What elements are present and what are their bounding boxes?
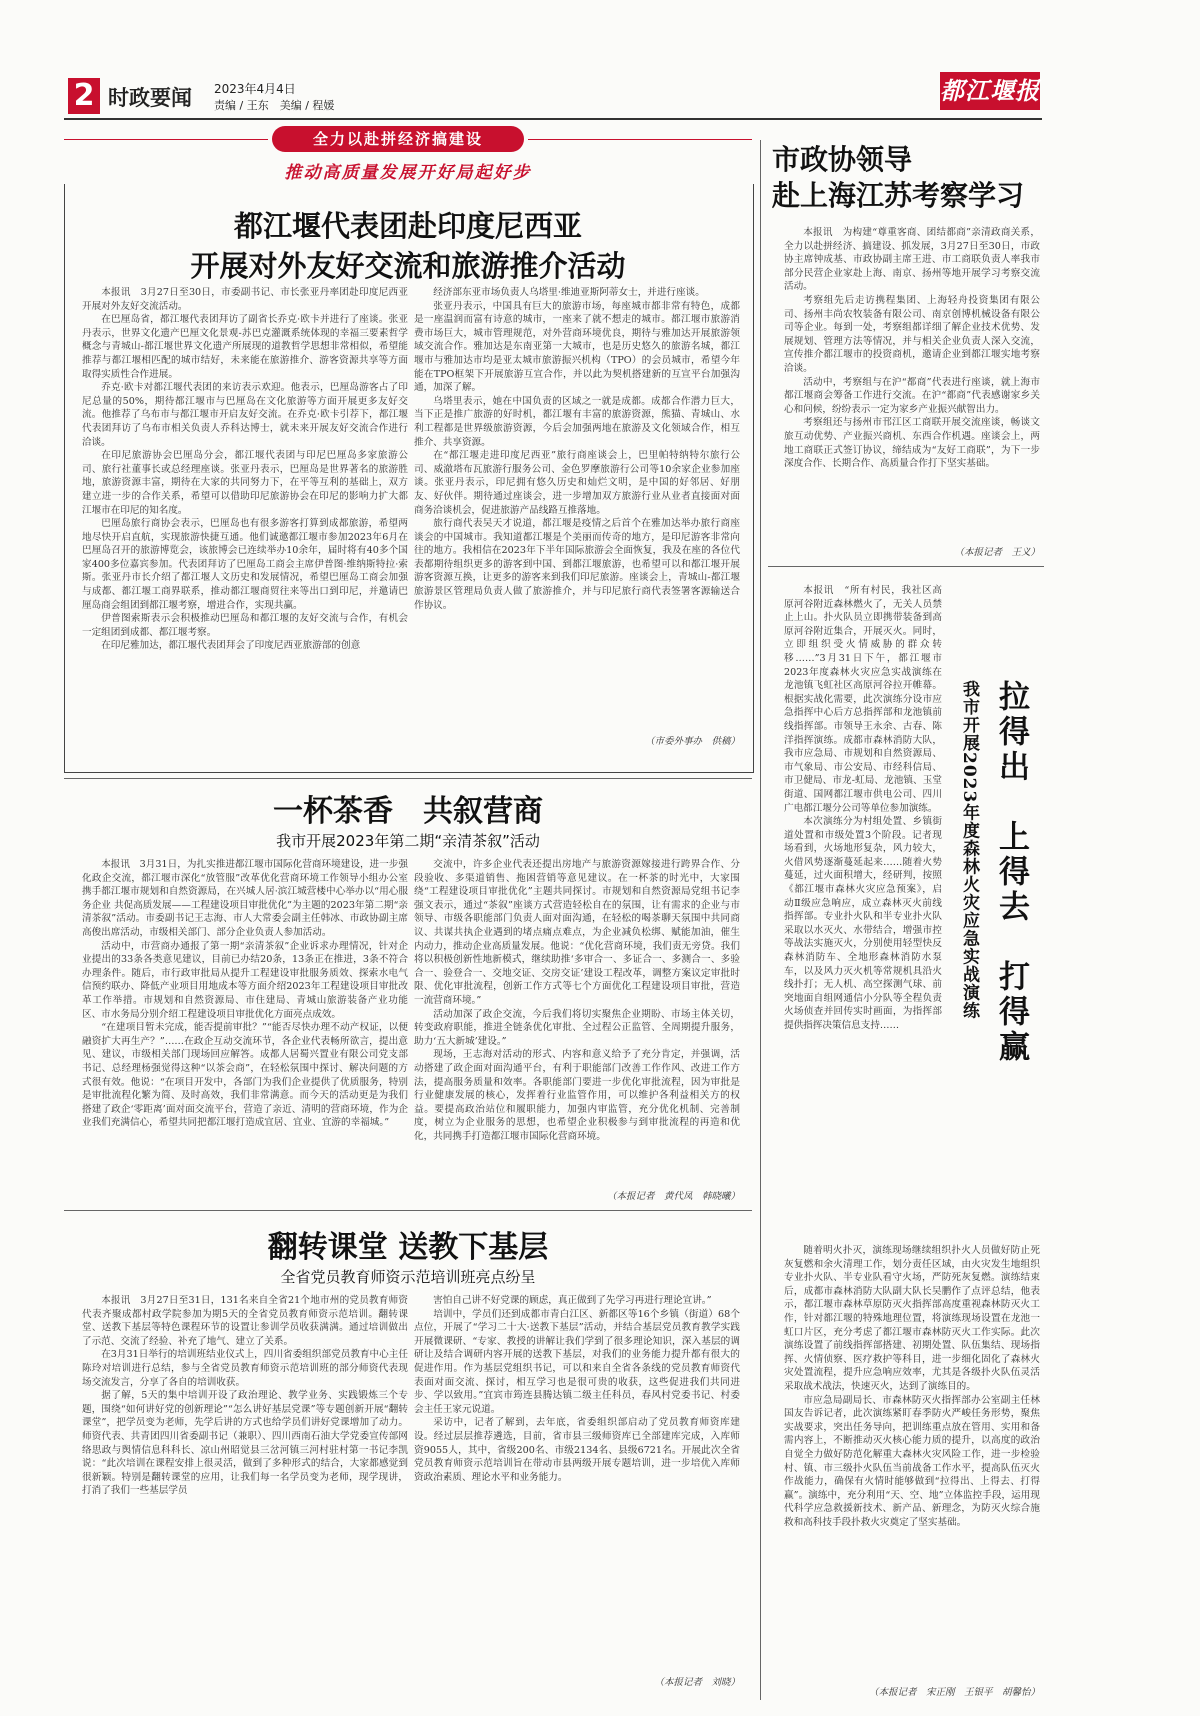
article1-credit: （市委外事办 供稿）	[644, 736, 740, 747]
section-title: 时政要闻	[108, 86, 192, 110]
article4-paragraph: 本报讯 3月27日至31日，131名来自全省21个地市州的党员教育师资代表齐聚成都村政学院参加为期5天的全省党员教育师资示范培训。翻转课堂、送教下基层等特色课程环节的设置让参训学员收获满满。通过培训做出了示范、交流了经验、补充了地气、建立了关系。	[82, 1295, 408, 1347]
article3-paragraph: 活动加深了政企交流，今后我们将切实聚焦企业期盼、市场主体关切，转变政府职能，推进全链条优化审批、全过程公正监管、全周期提升服务，助力‘五大新城’建设。”	[414, 1008, 740, 1047]
article3-paragraph: 活动中，市营商办通报了第一期“亲清茶叙”企业诉求办理情况，针对企业提出的33条各类意见建议，目前已办结20条，13条正在推进，3条不符合办理条件。随后，市行政审批局从提升工程建设审批服务质效、探索水电气信预约联办、降低产业项目用地成本等方面介绍2023年工程建设项目审批改革工作举措。市规划和自然资源局、市住建局、青城山旅游装备产业功能区、市水务局分别介绍工程建设项目审批优化方面亮点成效。	[82, 940, 408, 1020]
article1-paragraph: 在巴厘岛省，都江堰代表团拜访了副省长乔克·欧卡并进行了座谈。张亚丹表示，世界文化遗产巴厘文化景观-苏巴克灌溉系统体现的幸福三要素哲学概念与青城山-都江堰世界文化遗产所展现的道教哲学思想非常相似，希望能推荐与都江堰相匹配的城市结好，未来能在旅游推介、游客资源共享等方面取得实质性合作进展。	[82, 314, 408, 380]
article1-paragraph: 在印尼旅游协会巴厘岛分会，都江堰代表团与印尼巴厘岛多家旅游公司、旅行社董事长或总经理座谈。张亚丹表示，巴厘岛是世界著名的旅游胜地，旅游资源丰富，期待在大家的共同努力下，在平等互利的基础上，双方建立进一步的合作关系，希望可以借助印尼旅游协会在印尼的影响力扩大都江堰市在印尼的知名度。	[82, 450, 408, 516]
article5-credit: （本报记者 宋正刚 王银平 胡馨怡）	[868, 1687, 1040, 1698]
article1-paragraph: 乔克·欧卡对都江堰代表团的来访表示欢迎。他表示，巴厘岛游客占了印尼总量的50%，期待都江堰市与巴厘岛在文化旅游等方面开展更多友好交流。他推荐了乌布市与都江堰市开启友好交流。在乔克·欧卡引荐下，都江堰代表团拜访了乌布市相关负责人乔科达博士，就未来开展友好交流合作进行洽谈。	[82, 382, 408, 448]
article1-column-2	[414, 286, 740, 726]
article1-paragraph: 旅行商代表吴天才说道，都江堰是疫情之后首个在雅加达举办旅行商座谈会的中国城市。我知道都江堰是个美丽而传奇的地方，是印尼游客非常向往的地方。我相信在2023年下半年国际旅游会全面恢复，我及在座的各位代表都期待组织更多的游客到中国、到都江堰旅游，也希望可以和都江堰开展游客资源互换，让更多的游客来到我们印尼旅游。座谈会上，青城山-都江堰旅游景区管理局负责人做了旅游推介，并与印尼旅行商代表签署客源输送合作协议。	[414, 518, 740, 611]
article2-paragraph: 考察组先后走访携程集团、上海轻舟投资集团有限公司、扬州丰尚农牧装备有限公司、南京创博机械设备有限公司等企业。每到一处，考察组都详细了解企业技术优势、发展规划、管理方法等情况，并与相关企业负责人深入交流，宣传推介都江堰市的投资商机，邀请企业到都江堰实地考察洽谈。	[784, 294, 1040, 374]
article4-column-1	[82, 1294, 408, 1690]
article4-subtitle: 全省党员教育师资示范培训班亮点纷呈	[280, 1268, 536, 1286]
header-date: 2023年4月4日	[214, 82, 296, 96]
article1-paragraph: 伊普图索斯表示会积极推动巴厘岛和都江堰的友好交流与合作，有机会一定组团到成都、都江堰考察。	[82, 613, 408, 638]
banner-rule-right	[528, 139, 752, 140]
article3-paragraph: 交流中，许多企业代表还提出房地产与旅游资源嫁接进行跨界合作、分段验收、多渠道销售、拖困营销等意见建议。在一杯茶的时光中，大家围绕“工程建设项目审批优化”主题共同探讨。市规划和自然资源局党组书记李强文表示，通过“茶叙”座谈方式营造轻松自在的氛围，让有需求的企业与市领导、市级各职能部门负责人面对面沟通，在轻松的喝茶聊天氛围中共同商议、共谋共执企业遇到的堵点痛点难点，为企业减负松绑、赋能加油，催生内动力，推动企业高质量发展。他说：“优化营商环境，我们责无旁贷。我们将以积极创新性地新模式，继续助推‘多审合一、多证合一、多测合一、多验合一、验登合一、交地交证、交房交证’建设工程改革，调整方案议定审批时限、优化审批流程，创新工作方式等七个方面优化工程建设项目审批，营造一流营商环境。”	[414, 859, 740, 1006]
column-divider-vertical	[760, 140, 761, 1700]
article1-title-line1: 都江堰代表团赴印度尼西亚	[233, 209, 582, 243]
banner-rule-left	[64, 139, 268, 140]
article1-column-1	[82, 286, 408, 748]
article1-title-line2: 开展对外友好交流和旅游推介活动	[190, 249, 626, 283]
article5-paragraph: 市应急局副局长、市森林防灭火指挥部办公室副主任林国友告诉记者，此次演练紧盯春季防火严峻任务形势，聚焦实战要求，突出任务导向，把训练重点放在管用、实用和备需内容上，不断推动灭火核心能力质的提升，以高度的政治自觉全力做好防范化解重大森林火灾风险工作，进一步检验村、镇、市三级扑火队伍当前战备工作水平，提高队伍灭火作战能力，确保有火情时能够做到“拉得出、上得去、打得赢”。演练中，充分利用“天、空、地”立体监控手段，运用现代科学应急救援新技术、新产品、新理念，为防灭火综合施救和高科技手段扑救火灾奠定了坚实基础。	[784, 1394, 1040, 1528]
article1-paragraph: 在印尼雅加达，都江堰代表团拜会了印度尼西亚旅游部的创意	[101, 640, 361, 652]
article2-paragraph: 本报讯 为构建“尊重客商、团结都商”亲清政商关系，全力以赴拼经济、搞建设、抓发展，3月27日至30日，市政协主席钟成基、市政协副主席王进、市工商联负责人率我市部分民营企业家赴上海、南京、扬州等地开展学习考察交流活动。	[784, 227, 1040, 293]
page-number: 2	[68, 78, 100, 114]
masthead-logo: 都江堰报	[940, 72, 1040, 110]
article4-paragraph: 培训中，学员们还到成都市青白江区、新都区等16个乡镇（街道）68个点位，开展了“学习二十大·送教下基层”活动，并结合基层党员教育教学实践开展微课研、“专家、教授的讲解让我们学到了很多理论知识，深入基层的调研让及结合调研内容开展的送教下基层，对我们的业务能力提升都有很大的促进作用。作为基层党组织书记，可以和来自全省各条线的党员教育师资代表面对面交流、探讨，相互学习也是很可贵的收获，这些促进我们共同进步、学以致用。”宜宾市筠连县腾达镇二级主任科员，春风村党委书记、村委会主任王家元说道。	[414, 1308, 740, 1415]
header-divider	[64, 118, 1042, 120]
article3-subtitle: 我市开展2023年第二期“亲清茶叙”活动	[276, 832, 540, 850]
header-editors: 责编 / 王东 美编 / 程媛	[214, 99, 335, 112]
article3-paragraph: 本报讯 3月31日，为扎实推进都江堰市国际化营商环境建设，进一步强化政企交流，都江堰市深化“放管服”改革优化营商环境工作领导小组办公室携手都江堰市规划和自然资源局，在兴城人居·滨江城营楼中心举办以“用心服务企业 共促高质发展——工程建设项目审批优化”为主题的2023年第二期“亲清茶叙”活动。市委副书记王志海、市人大常委会副主任韩冰、市政协副主席高俊出席活动，市级相关部门、部分企业负责人参加活动。	[82, 859, 408, 938]
article3-title: 一杯茶香 共叙营商	[273, 794, 543, 829]
article2-paragraph: 考察组还与扬州市邗江区工商联开展交流座谈，畅谈文旅互动优势、产业振兴商机、东西合作机遇。座谈会上，两地工商联正式签订协议，缔结成为“友好工商联”，为下一步深度合作、长期合作、高质量合作打下坚实基础。	[784, 417, 1040, 470]
article2-title	[772, 142, 1044, 214]
article2-body	[784, 226, 1040, 540]
article2-bottom-rule	[768, 566, 1044, 567]
article4-paragraph: 采访中，记者了解到，去年底，省委组织部启动了党员教育师资库建设。经过层层推荐遴选，目前，省市县三级师资库已全部建库完成，入库师资9055人，其中，省级200名、市级2134名、县级6721名。开展此次全省党员教育师资示范培训旨在带动市县两级开展专题培训，进一步培优入库师资政治素质、理论水平和业务能力。	[414, 1417, 740, 1483]
article3-paragraph: 现场，王志海对活动的形式、内容和意义给予了充分肯定，并强调，活动搭建了政企面对面沟通平台，有利于职能部门改善工作作风、改进工作方法，提高服务质量和效率。各职能部门要进一步优化审批流程，因为审批是行业健康发展的核心，发挥着行业监管作用，可以维护各利益相关方的权益。要提高政治站位和履职能力，加强内审监管，充分优化机制、完善制度，树立为企业服务的思想，也希望企业积极参与到审批流程的再造和优化，共同携手打造都江堰市国际化营商环境。	[414, 1049, 740, 1142]
article3-bottom-rule	[64, 1210, 752, 1211]
article4-paragraph: 害怕自己讲不好党课的顾虑，真正做到了先学习再进行理论宣讲。”	[433, 1295, 712, 1306]
article3-paragraph: “在建项目暂未完成，能否提前审批？”“能否尽快办理不动产权证，以便融资扩大再生产？”……在政企互动交流环节，各企业代表畅所欲言，提出意见、建议，市级相关部门现场回应解答。成都人居蜀兴置业有限公司党支部书记、总经理杨强觉得这种“以茶会商”，在轻松氛围中探讨、解决问题的方式很有效。他说：“在项目开发中，各部门为我们企业提供了优质服务，特别是审批流程化繁为简、及时高效，我们非常满意。而今天的活动更是为我们搭建了政企‘零距离’面对面交流平台，营造了亲近、清明的营商环境，作为企业我们充满信心，希望共同把都江堰打造成宜居、宜业、宜游的幸福城。”	[82, 1022, 408, 1129]
article4-paragraph: 据了解，5天的集中培训开设了政治理论、教学业务、实践锻炼三个专题，围绕“如何讲好党的创新理论”“怎么讲好基层党课”等专题创新开展“翻转课堂”，把学员变为老师，先学后讲的方式也给学员们讲好党课增加了动力。师资代表、共青团四川省委副书记（兼职）、四川西南石油大学党委宣传部网络思政与舆情信息科科长、凉山州昭觉县三岔河镇三河村驻村第一书记李凯说：“此次培训在课程安排上很灵活，做到了多种形式的结合，大家都感觉到很新颖。特别是翻转课堂的应用，让我们每一名学员变为老师，现学现讲，打消了我们一些基层学员	[82, 1390, 408, 1497]
article3-column-2	[414, 858, 740, 1178]
article5-title-line1: 拉得出 上得去 打得赢	[993, 680, 1029, 1065]
article2-title-line1: 市政协领导	[772, 143, 913, 176]
article1-paragraph: 经济部东亚市场负责人乌塔里·维迪亚斯阿蒂女士，并进行座谈。	[433, 287, 705, 298]
article1-bottom-rule	[64, 778, 752, 779]
article5-narrow-column	[784, 584, 942, 1236]
article4-column-2	[414, 1294, 740, 1666]
article1-paragraph: 本报讯 3月27日至30日，市委副书记、市长张亚丹率团赴印度尼西亚开展对外友好交流活动。	[82, 287, 408, 312]
article3-column-1	[82, 858, 408, 1204]
banner-slogan: 推动高质量发展开好局起好步	[284, 163, 532, 183]
article1-paragraph: 乌塔里表示，她在中国负责的区域之一就是成都。成都合作潜力巨大，当下正是推广旅游的好时机，都江堰有丰富的旅游资源，熊猫、青城山、水利工程都是世界级旅游资源，今后会加强两地在旅游及文化领域合作，相互推介、共享资源。	[414, 395, 740, 448]
article5-paragraph: 随着明火扑灭，演练现场继续组织扑火人员做好防止死灰复燃和余火清理工作，划分责任区域，由火灾发生地组织专业扑火队、半专业队看守火场，严防死灰复燃。演练结束后，成都市森林消防大队副大队长吴鹏作了点评总结，他表示，都江堰市森林草原防灭火指挥部高度重视森林防灭火工作，针对都江堰的特殊地理位置，将演练现场设置在龙池一虹口片区，充分考虑了都江堰市森林防灭火工作实际。此次演练设置了前线指挥部搭建、初期处置、队伍集结、现场指挥、火情侦察、医疗救护等科目，进一步细化固化了森林火灾处置流程，提升应急响应效率，尤其是各级扑火队伍灵活采取战术战法，快速灭火，达到了演练目的。	[784, 1245, 1040, 1392]
article1-paragraph: 在“都江堰走进印度尼西亚”旅行商座谈会上，巴里帕特纳特尔旅行公司、威澈塔布瓦旅游行服务公司、金色罗摩旅游行公司等10余家企业参加座谈。张亚丹表示，印尼拥有悠久历史和灿烂文明，是中国的好邻居、好朋友、好伙伴。期待通过座谈会，进一步增加双方旅游行业从业者直接面对面商务洽谈机会，促进旅游产品线路互推落地。	[414, 450, 740, 516]
article3-credit: （本报记者 黄代凤 韩晓曦）	[606, 1191, 740, 1202]
article2-paragraph: 活动中，考察组与在沪“都商”代表进行座谈，就上海市都江堰商会筹备工作进行交流。在沪“都商”代表感谢家乡关心和问候，纷纷表示一定为家乡产业振兴献智出力。	[784, 376, 1040, 415]
article4-paragraph: 在3月31日举行的培训班结业仪式上，四川省委组织部党员教育中心主任陈玲对培训进行总结，参与全省党员教育师资示范培训班的部分师资代表现场交流发言，分享了各自的培训收获。	[82, 1349, 408, 1388]
article5-paragraph: 本报讯 “所有村民，我社区高原河谷附近森林燃火了，无关人员禁止上山。扑火队员立即携带装备到高原河谷附近集合，开展灭火。同时，立即组织受火情威胁的群众转移……”3月31日下午，都江堰市2023年度森林火灾应急实战演练在龙池镇飞虹社区高原河谷拉开帷幕。根据实战化需要，此次演练分设市应急指挥中心后方总指挥部和龙池镇前线指挥部。市领导王永余、古春、陈洋指挥演练。成都市森林消防大队，我市应急局、市规划和自然资源局、市气象局、市公安局、市经科信局、市卫健局、市龙-虹局、龙池镇、玉堂街道、国网都江堰市供电公司、四川广电都江堰分公司等单位参加演练。	[784, 585, 942, 814]
article2-credit: （本报记者 王义）	[954, 547, 1040, 558]
article5-wide-column	[784, 1244, 1040, 1682]
article4-title: 翻转课堂 送教下基层	[267, 1230, 549, 1265]
article1-paragraph: 张亚丹表示，中国具有巨大的旅游市场，每座城市都非常有特色，成都是一座温润而富有诗意的城市，一座来了就不想走的城市。都江堰市旅游消费市场巨大，城市管理规范，对外营商环境优良，期待与雅加达开展旅游领域交流合作。雅加达是东南亚第一大城市，也是历史悠久的旅游名城，都江堰市与雅加达市均是亚太城市旅游振兴机构（TPO）的会员城市，希望今年能在TPO框架下开展旅游互宣合作，并以此为契机搭建新的互宣平台加强沟通，加深了解。	[414, 300, 740, 394]
article1-paragraph: 巴厘岛旅行商协会表示，巴厘岛也有很多游客打算到成都旅游，希望两地尽快开启直航，实现旅游快捷互通。他们诚邀都江堰市参加2023年6月在巴厘岛召开的旅游博览会，该旅博会已连续举办10余年，届时将有40多个国家400多位嘉宾参加。代表团拜访了巴厘岛工商会主席伊普图·维纳斯特拉·索斯。张亚丹市长介绍了都江堰人文历史和发展情况，希望巴厘岛工商会加强与成都、都江堰工商界联系，推动都江堰商贸往来等出口到印尼，并邀请巴厘岛商会组团到都江堰考察，增进合作，实现共赢。	[82, 518, 408, 611]
article4-credit: （本报记者 刘晓）	[654, 1677, 740, 1688]
article5-paragraph: 本次演练分为村组处置、乡镇街道处置和市级处置3个阶段。记者现场看到，火场地形复杂，风力较大，火借风势逐渐蔓延起来……随着火势蔓延，过火面积增大，经研判，按照《都江堰市森林火灾应急预案》，启动Ⅱ级应急响应，成立森林灭火前线指挥部。专业扑火队和半专业扑火队采取以水灭火、水带结合，增强市控等战法实施灭火，分别使用轻型快反森林消防车、全地形森林消防水泵车，以及风力灭火机等常规机具沿火线扑打；无人机、高空探测气球、前突地面自组网通信小分队等全程负责火场侦查并回传实时画面，为指挥部提供指挥决策信息支持……	[784, 816, 942, 1031]
article2-title-line2: 赴上海江苏考察学习	[772, 179, 1025, 212]
article5-title-line2: 我市开展2023年度森林火灾应急实战演练	[959, 680, 979, 1020]
banner-tag: 全力以赴拼经济搞建设	[272, 126, 524, 152]
